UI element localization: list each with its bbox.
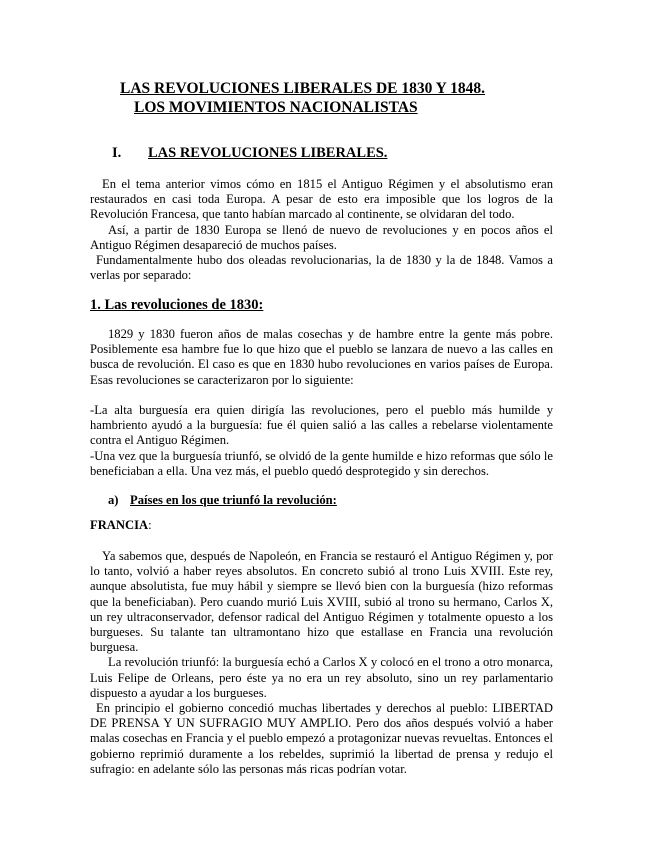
- france-block: [90, 549, 553, 777]
- france-paragraph: La revolución triunfó: la burguesía echó a Carlos X y colocó en el trono a otro monarca, Luis Felipe de Orleans, pero éste ya no era un rey absoluto, sino un rey parlamentario dispuesto a ayudar a los burgueses.: [90, 655, 553, 700]
- country-name: FRANCIA: [90, 518, 149, 532]
- intro-block: [90, 177, 553, 283]
- section-number: I.: [112, 145, 122, 161]
- france-paragraph: Ya sabemos que, después de Napoleón, en Francia se restauró el Antiguo Régimen y, por lo tanto, volvió a haber reyes absolutos. En concreto subió al trono Luis XVIII. Este rey, aunque absolutista, fue muy hábil y siempre se llevó bien con la burguesía (hizo reformas que la beneficiaban). Pero cuando murió Luis XVIII, subió al trono su hermano, Carlos X, un rey ultraconservador, defensor radical del Antiguo Régimen y totalmente opuesto a los burgueses. Su talante tan ultramontano hizo que estallase en Francia una revolución burguesa.: [90, 549, 553, 655]
- subsection-paragraph: 1829 y 1830 fueron años de malas cosechas y de hambre entre la gente más pobre. Posiblemente esa hambre fue lo que hizo que el pueblo se lanzara de nuevo a las calles en busca de revolución. El caso es que en 1830 hubo revoluciones en varios países de Europa. Esas revoluciones se caracterizaron por lo siguiente:: [90, 327, 553, 387]
- bullet-block: [90, 403, 553, 479]
- subsection-a-heading: [108, 493, 337, 508]
- intro-paragraph: Fundamentalmente hubo dos oleadas revolucionarias, la de 1830 y la de 1848. Vamos a verlas por separado:: [90, 253, 553, 283]
- subsection-heading: 1. Las revoluciones de 1830:: [90, 297, 264, 313]
- title-line-1: LAS REVOLUCIONES LIBERALES DE 1830 Y 1848.: [120, 80, 486, 97]
- section-heading: [112, 146, 387, 161]
- intro-paragraph: Así, a partir de 1830 Europa se llenó de nuevo de revoluciones y en pocos años el Antiguo Régimen desapareció de muchos países.: [90, 222, 553, 252]
- title-line-2: LOS MOVIMIENTOS NACIONALISTAS: [134, 99, 418, 116]
- bullet-item: -Una vez que la burguesía triunfó, se olvidó de la gente humilde e hizo reformas que sólo le beneficiaban a ella. Una vez más, el pueblo quedó desprotegido y sin derechos.: [90, 448, 553, 478]
- france-paragraph: En principio el gobierno concedió muchas libertades y derechos al pueblo: LIBERTAD DE PRENSA Y UN SUFRAGIO MUY AMPLIO. Pero dos años después volvió a haber malas cosechas en Francia y el pueblo empezó a protagonizar nuevas revueltas. Entonces el gobierno reprimió duramente a los rebeldes, suprimió la libertad de prensa y redujo el sufragio: en adelante sólo las personas más ricas podrían votar.: [90, 701, 553, 776]
- subsection-paragraph-block: [90, 327, 553, 388]
- section-heading-text: LAS REVOLUCIONES LIBERALES.: [148, 145, 388, 161]
- intro-paragraph: En el tema anterior vimos cómo en 1815 el Antiguo Régimen y el absolutismo eran restaurados en casi toda Europa. A pesar de esto era imposible que los logros de la Revolución Francesa, que tanto habían marcado al continente, se olvidaran del todo.: [90, 177, 553, 222]
- document-title: [120, 79, 590, 117]
- subsection-a-text: Países en los que triunfó la revolución:: [130, 493, 337, 507]
- bullet-item: -La alta burguesía era quien dirigía las revoluciones, pero el pueblo más humilde y hambriento ayudó a la burguesía: fue él quien salió a las calles a rebelarse violentamente contra el Antiguo Régimen.: [90, 403, 553, 448]
- subsection-a-label: a): [108, 493, 119, 507]
- country-heading: [90, 518, 152, 533]
- country-suffix: :: [148, 518, 152, 532]
